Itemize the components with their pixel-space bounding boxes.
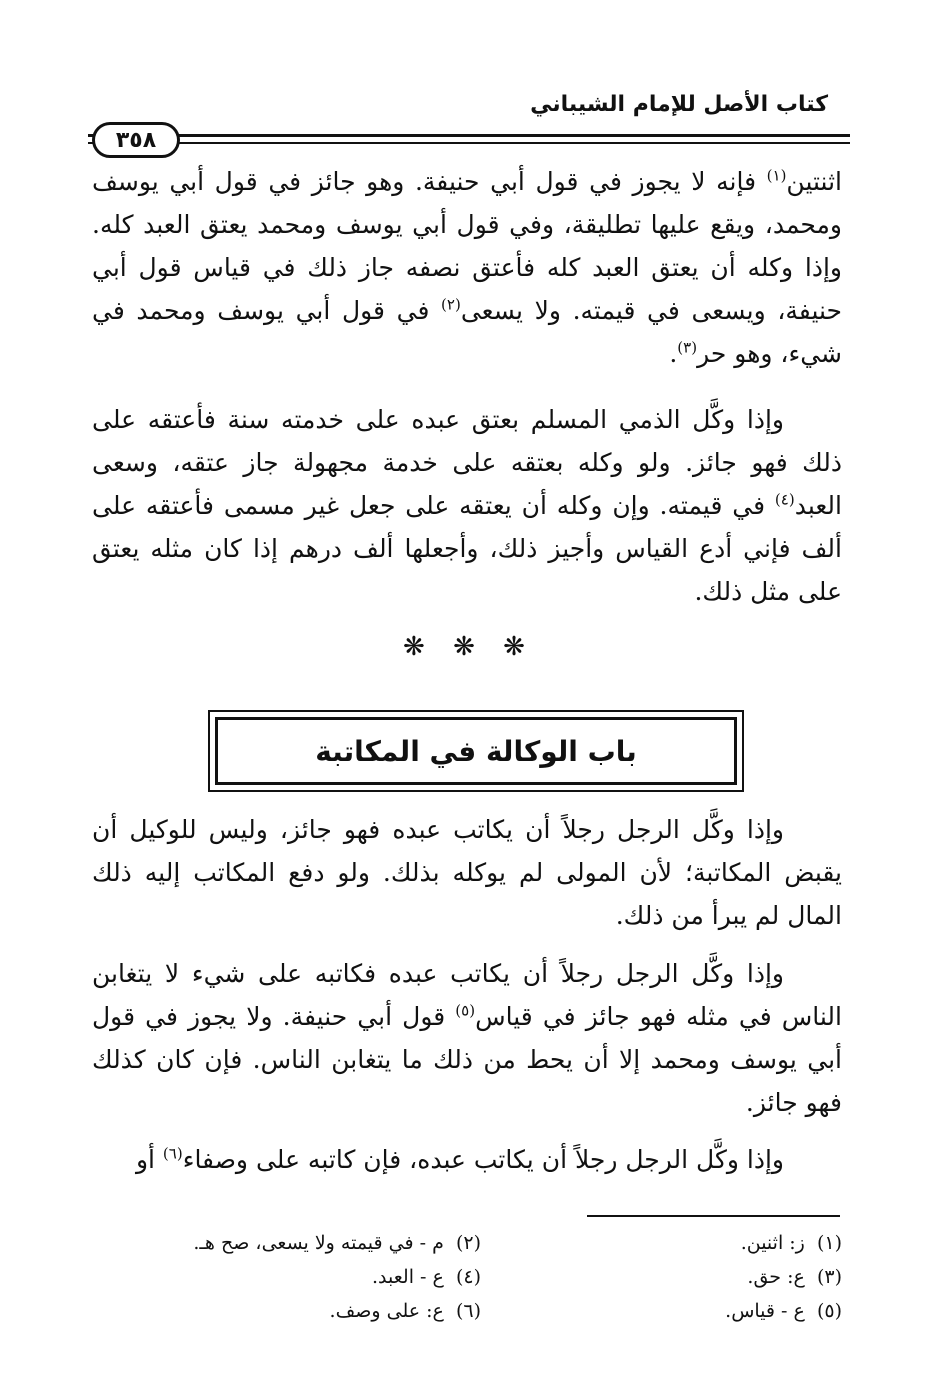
paragraph-3 [92,808,842,937]
footnote-1: (١) ز: اثنين. [740,1232,842,1254]
paragraph-1-text [92,160,842,375]
footnote-marker: (١) [766,166,787,185]
footnote-marker: (٦) [162,1144,183,1163]
chapter-heading-frame [208,710,744,792]
text-run: في قول أبي يوسف ومحمد في شيء، وهو حر [92,296,842,368]
paragraph-4 [92,952,842,1124]
footnote-marker: (٣) [677,338,698,357]
paragraph-3-text [92,808,842,937]
text-run: في قيمته. وإن وكله أن يعتقه على جعل غير مسمى فأعتقه على ألف فإني أدع القياس وأجيز ذلك، وأجعلها ألف درهم إذا كان مثله يعتق على مثل ذلك. [92,491,842,606]
paragraph-2-text [92,398,842,613]
chapter-title: باب الوكالة في المكاتبة [215,717,737,785]
text-run: . [669,339,678,368]
footnote-6: (٦) ع: على وصف. [329,1300,481,1322]
text-run: وإذا وكَّل الذمي المسلم بعتق عبده على خدمته سنة فأعتقه على ذلك فهو جائز. ولو وكله بعتقه على خدمة مجهولة جاز عتقه، وسعى العبد [92,405,842,520]
footnote-row [120,1294,842,1328]
header-rule-thin [88,142,850,144]
text-run: قول أبي حنيفة. ولا يجوز في قول أبي يوسف ومحمد إلا أن يحط من ذلك ما يتغابن الناس. فإن كان كذلك فهو جائز. [92,1002,842,1117]
text-run: وإذا وكَّل الرجل رجلاً أن يكاتب عبده فكاتبه على شيء لا يتغابن الناس في مثله فهو جائز في قياس [92,959,842,1031]
footnote-rule [587,1215,840,1217]
footnotes [120,1226,842,1328]
footnote-2: (٢) م - في قيمته ولا يسعى، صح هـ. [193,1232,481,1254]
paragraph-4-text [92,952,842,1124]
footnote-4: (٤) ع - العبد. [372,1266,481,1288]
text-run: أو [135,1145,163,1174]
text-run: وإذا وكَّل الرجل رجلاً أن يكاتب عبده فهو جائز، وليس للوكيل أن يقبض المكاتبة؛ لأن المولى لم يوكله بذلك. ولو دفع المكاتب إليه ذلك المال لم يبرأ من ذلك. [92,815,842,930]
page-number: ٣٥٨ [92,122,180,158]
footnote-marker: (٤) [774,490,795,509]
footnote-row [120,1226,842,1260]
paragraph-5 [92,1138,842,1181]
footnote-marker: (٢) [441,295,461,314]
footnote-row [120,1260,842,1294]
text-run: اثنتين [786,167,842,196]
footnote-5: (٥) ع - قياس. [725,1300,842,1322]
section-ornament: ❋ ❋ ❋ [403,632,535,662]
paragraph-1 [92,160,842,375]
text-run: وإذا وكَّل الرجل رجلاً أن يكاتب عبده، فإن كاتبه على وصفاء [182,1145,784,1174]
text-run: فإنه لا يجوز في قول أبي حنيفة. وهو جائز في قول أبي يوسف ومحمد، ويقع عليها تطليقة، وفي قول أبي يوسف ومحمد يعتق العبد كله. وإذا وكله أن يعتق العبد كله فأعتق نصفه جاز ذلك في قياس قول أبي حنيفة، ويسعى في قيمته. ولا يسعى [92,167,842,325]
footnote-3: (٣) ع: حق. [747,1266,842,1288]
header-rule [88,134,850,137]
running-title: كتاب الأصل للإمام الشيباني [530,92,828,117]
paragraph-2 [92,398,842,613]
paragraph-5-text [92,1138,842,1181]
footnote-marker: (٥) [455,1001,476,1020]
